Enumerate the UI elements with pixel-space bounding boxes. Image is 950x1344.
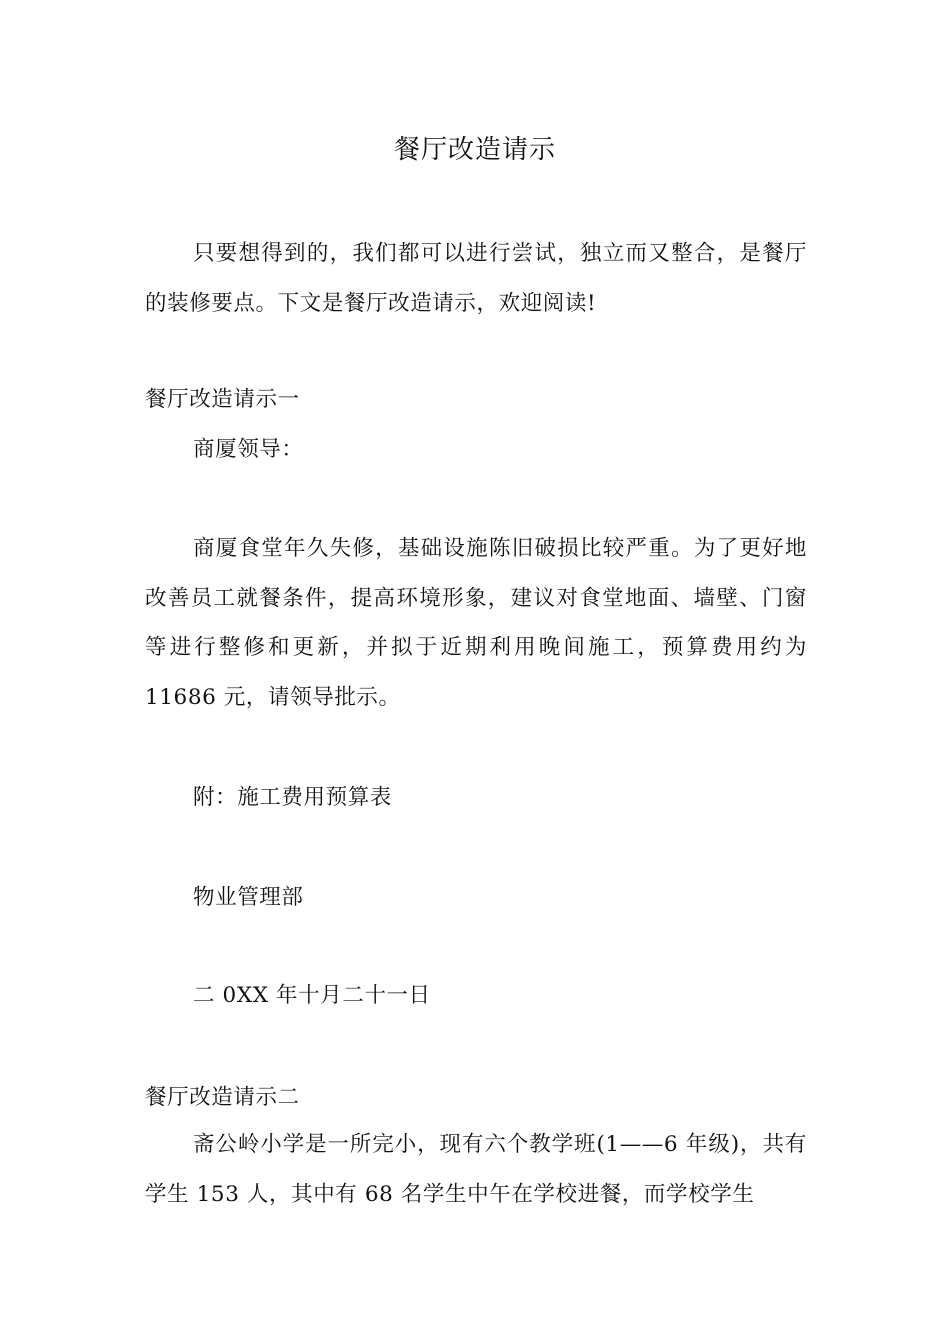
section-1-body: 商厦食堂年久失修，基础设施陈旧破损比较严重。为了更好地改善员工就餐条件，提高环境形象，建议对食堂地面、墙壁、门窗等进行整修和更新，并拟于近期利用晚间施工，预算费用约为 11686 元，请领导批示。 xyxy=(145,536,807,710)
date-line: 二 0XX 年十月二十一日 xyxy=(193,983,431,1008)
intro-paragraph: 只要想得到的，我们都可以进行尝试，独立而又整合，是餐厅的装修要点。下文是餐厅改造请示，欢迎阅读! xyxy=(145,241,807,316)
salutation: 商厦领导： xyxy=(193,437,304,462)
signature-line: 物业管理部 xyxy=(193,885,304,910)
document-title: 餐厅改造请示 xyxy=(393,135,556,165)
section-2-body: 斋公岭小学是一所完小，现有六个教学班(1——6 年级)，共有学生 153 人，其中有 68 名学生中午在学校进餐，而学校学生 xyxy=(145,1132,807,1207)
section-2-heading: 餐厅改造请示二 xyxy=(145,1085,300,1110)
attachment-line: 附：施工费用预算表 xyxy=(193,785,392,810)
section-1-heading: 餐厅改造请示一 xyxy=(145,387,300,412)
